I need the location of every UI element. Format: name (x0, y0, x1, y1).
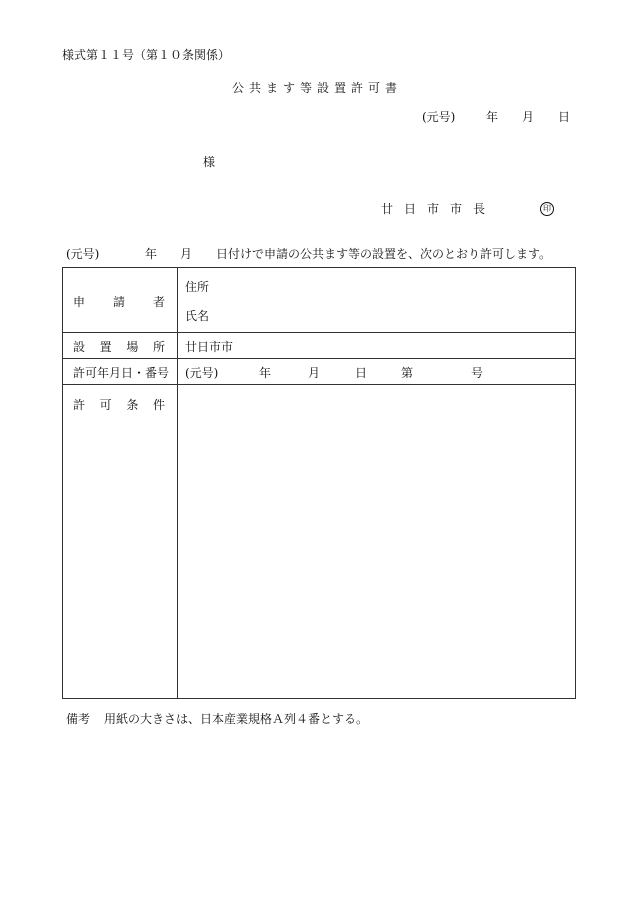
applicant-label (73, 293, 165, 310)
permit-date-label: 許可年月日・番号 (73, 366, 170, 380)
permit-table (62, 267, 576, 699)
seal-icon: 印 (540, 202, 554, 216)
applicant-label-char: 者 (152, 295, 165, 309)
location-label (73, 338, 165, 355)
location-label-char: 置 (99, 340, 112, 354)
name-label: 氏名 (185, 309, 210, 323)
date-day: 日 (558, 110, 571, 124)
permit-year: 年 (259, 366, 272, 380)
permit-dai: 第 (401, 366, 414, 380)
permit-era: (元号) (185, 366, 219, 380)
document-title: 公共ます等設置許可書 (232, 81, 403, 95)
location-value: 廿日市市 (185, 340, 234, 354)
body-era: (元号) (66, 247, 100, 261)
date-year: 年 (486, 110, 499, 124)
location-label-char: 所 (152, 340, 165, 354)
location-label-char: 設 (73, 340, 86, 354)
permit-day: 日 (355, 366, 368, 380)
conditions-content-area[interactable] (185, 396, 565, 686)
table-row-divider (63, 384, 575, 385)
address-label: 住所 (185, 280, 210, 294)
form-number: 様式第１１号（第１０条関係） (62, 48, 231, 62)
body-month: 月 (180, 247, 193, 261)
addressee-honorific: 様 (203, 155, 216, 169)
date-month: 月 (522, 110, 535, 124)
remarks-label: 備考 (66, 712, 91, 726)
location-label-char: 場 (126, 340, 139, 354)
date-era: (元号) (422, 110, 456, 124)
remarks-text: 用紙の大きさは、日本産業規格Ａ列４番とする。 (104, 712, 369, 726)
applicant-label-char: 請 (112, 295, 125, 309)
body-year: 年 (145, 247, 158, 261)
table-row-divider (63, 332, 575, 333)
table-row-divider (63, 358, 575, 359)
permit-go: 号 (471, 366, 484, 380)
conditions-label-char: 可 (99, 398, 112, 412)
seal-mark (540, 200, 554, 216)
issuer-title: 廿日市市長 (381, 202, 497, 216)
conditions-label-char: 件 (152, 398, 165, 412)
conditions-label (73, 396, 165, 413)
permit-month: 月 (308, 366, 321, 380)
conditions-label-char: 条 (126, 398, 139, 412)
conditions-label-char: 許 (73, 398, 86, 412)
body-sentence: 日付けで申請の公共ます等の設置を、次のとおり許可します。 (216, 247, 552, 261)
applicant-label-char: 申 (73, 295, 86, 309)
